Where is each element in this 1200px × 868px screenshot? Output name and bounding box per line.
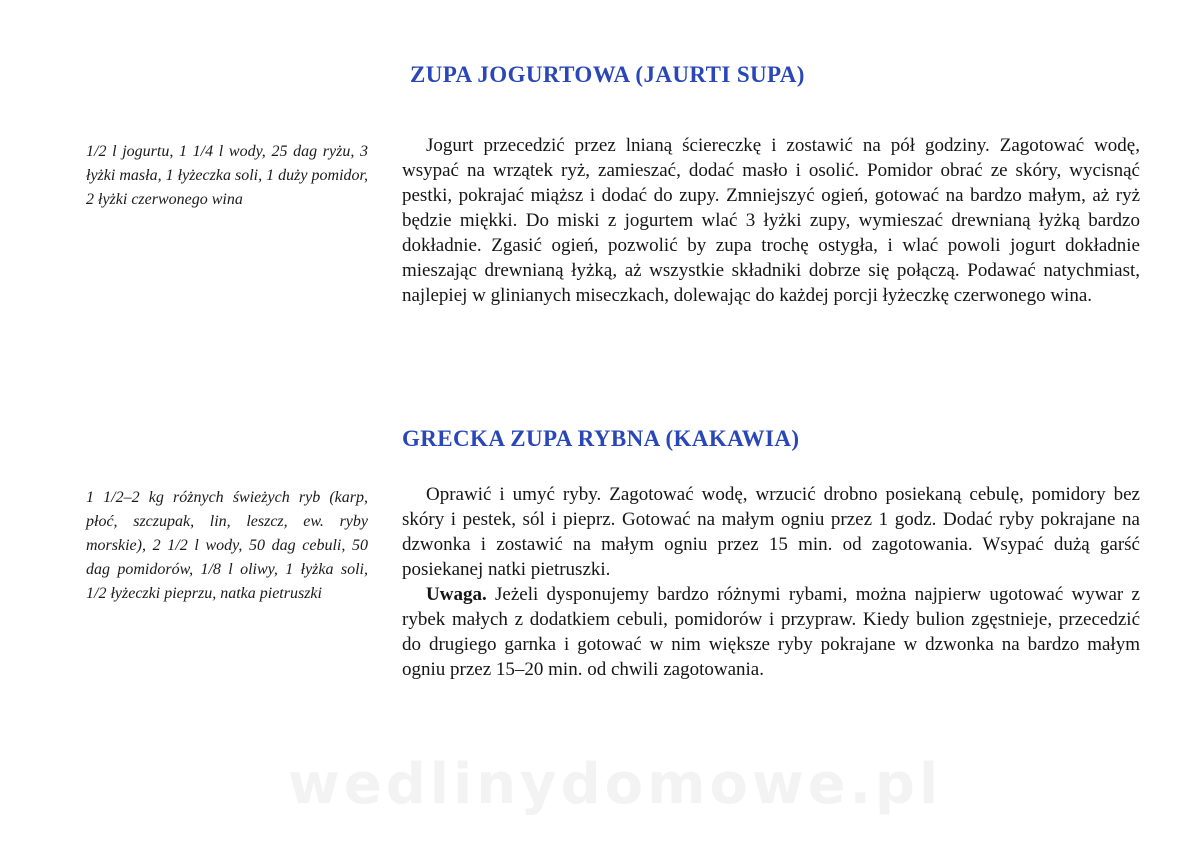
- instructions-grecka-zupa-rybna: [402, 482, 1140, 682]
- instructions-zupa-jogurtowa: [402, 133, 1140, 308]
- recipe-title-zupa-jogurtowa: ZUPA JOGURTOWA (JAURTI SUPA): [410, 62, 805, 87]
- note-label: Uwaga.: [426, 584, 487, 605]
- note-text: Jeżeli dysponujemy bardzo różnymi rybami, można najpierw ugotować wywar z rybek małych z dodatkiem cebuli, pomidorów i przypraw. Kiedy bulion zgęstnieje, przecedzić do drugiego garnka i gotować w nim większe ryby pokrajane w dzwonka na bardzo małym ogniu przez 15–20 min. od chwili zagotowania.: [402, 584, 1140, 680]
- note-paragraph: [402, 582, 1140, 682]
- recipe-title-grecka-zupa-rybna: GRECKA ZUPA RYBNA (KAKAWIA): [402, 426, 800, 451]
- ingredients-list-zupa-jogurtowa: 1/2 l jogurtu, 1 1/4 l wody, 25 dag ryżu, 3 łyżki masła, 1 łyżeczka soli, 1 duży pomidor, 2 łyżki czerwonego wina: [86, 143, 368, 208]
- watermark: wedlinydomowe.pl: [288, 752, 943, 817]
- ingredients-list-grecka-zupa-rybna: 1 1/2–2 kg różnych świeżych ryb (karp, płoć, szczupak, lin, leszcz, ew. ryby morskie), 2 1/2 l wody, 50 dag cebuli, 50 dag pomidorów, 1/8 l oliwy, 1 łyżka soli, 1/2 łyżeczki pieprzu, natka pietruszki: [86, 489, 368, 602]
- instructions-paragraph: Oprawić i umyć ryby. Zagotować wodę, wrzucić drobno posiekaną cebulę, pomidory bez skóry i pestek, sól i pieprz. Gotować na małym ogniu przez 1 godz. Dodać ryby pokrajane na dzwonka i zostawić na małym ogniu przez 15 min. od zagotowania. Wsypać dużą garść posiekanej natki pietruszki.: [402, 484, 1140, 580]
- instructions-paragraph: Jogurt przecedzić przez lnianą ściereczkę i zostawić na pół godziny. Zagotować wodę, wsypać na wrzątek ryż, zamieszać, dodać masło i osolić. Pomidor obrać ze skóry, wycisnąć pestki, pokrajać miąższ i dodać do zupy. Zmniejszyć ogień, gotować na bardzo małym, aż ryż będzie miękki. Do miski z jogurtem wlać 3 łyżki zupy, wymieszać drewnianą łyżką bardzo dokładnie. Zgasić ogień, pozwolić by zupa trochę ostygła, i wlać powoli jogurt dokładnie mieszając drewnianą łyżką, aż wszystkie składniki dobrze się połączą. Podawać natychmiast, najlepiej w glinianych miseczkach, dolewając do każdej porcji łyżeczkę czerwonego wina.: [402, 135, 1140, 306]
